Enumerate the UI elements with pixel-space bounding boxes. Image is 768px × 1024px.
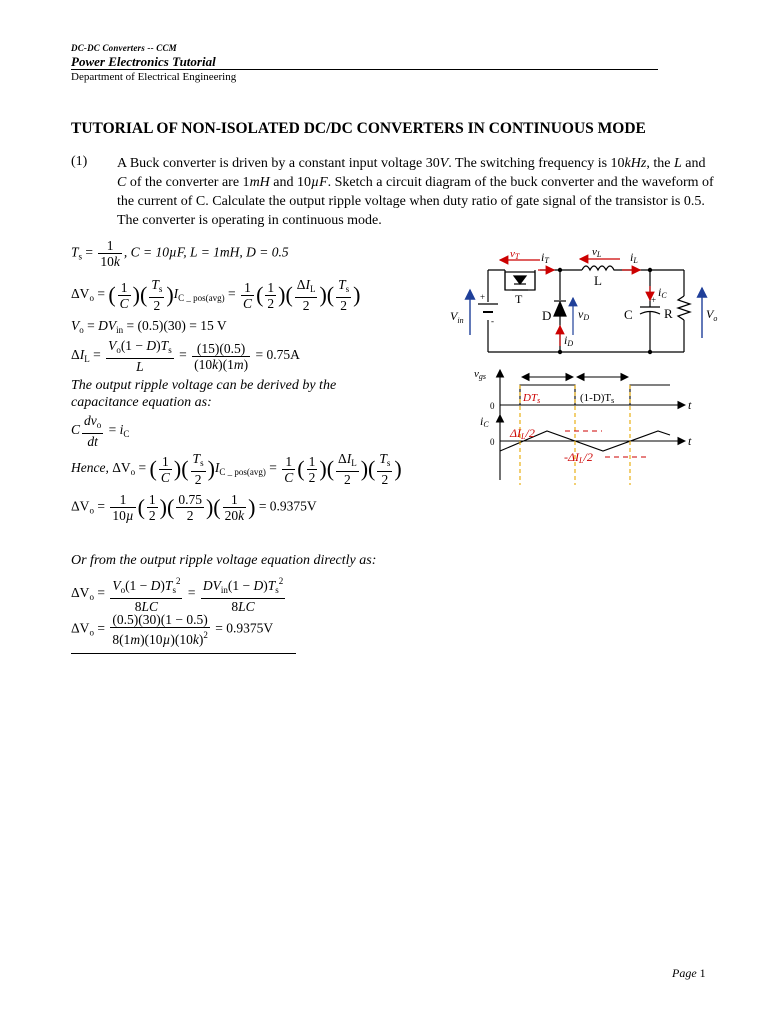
svg-text:Vin: $V_{in}$ bbox=[450, 309, 464, 325]
svg-text:iC: iC bbox=[480, 414, 489, 429]
eq-ripple-numeric-1: $\Delta V_o$ = $\frac{1}{\text{10µ}}$ ( $\frac{1}{2}$ )( $\frac{0.75}{2}$ )( $\frac{1}{20k}$ ) = 0.9375V bbox=[71, 492, 317, 523]
svg-text:+: + bbox=[480, 292, 486, 302]
question-text: A Buck converter is driven by a constant input voltage 30V. The switching frequency is 10kHz, the L and C of the converter are 1mH and 10µF. Sketch a circuit diagram of the buck converter and the waveform of the current of C. Calculate the output ripple voltage when duty ratio of gate signal of the transistor is 0.5. The converter is operating in continuous mode. bbox=[117, 156, 714, 228]
eq-ripple-numeric-2: $\Delta V_o$ = $\frac{(0.5)(30)(1 - 0.5)}{8(1m)(10\mu)(10k)^2}$ = 0.9375V bbox=[71, 612, 274, 647]
svg-text:t: t bbox=[688, 434, 692, 448]
diode-icon bbox=[554, 302, 566, 316]
svg-text:(1-D)Ts: (1-D)Ts bbox=[580, 392, 615, 405]
prose-direct: Or from the output ripple voltage equation directly as: bbox=[71, 553, 377, 568]
eq-given: $T_s$ = $\frac{1}{10k}$ , C = 10µF, L = 1mH, D = 0.5 bbox=[71, 238, 289, 269]
svg-text:ΔIL/2: ΔIL/2 bbox=[510, 426, 535, 441]
prose-capacitance-a: The output ripple voltage can be derived by the bbox=[71, 378, 337, 393]
header-rule bbox=[71, 69, 658, 70]
svg-text:C: C bbox=[624, 307, 633, 322]
svg-text:T: T bbox=[515, 292, 523, 306]
department: Department of Electrical Engineering bbox=[71, 71, 237, 83]
svg-text:L: L bbox=[594, 273, 602, 288]
eq-ripple-general: $\Delta V_o$ = ( $\frac{1}{C}$ )( $\frac{T_s}{2}$ )$I_{C \_ pos(avg)}$ = $\frac{1}{C}$ ( $\frac{1}{2}$ )( $\frac{\Delta I_L}{2}$ )( $\frac{T_s}{2}$ ) bbox=[71, 277, 361, 313]
svg-text:t: t bbox=[688, 398, 692, 412]
svg-text:0: 0 bbox=[490, 401, 495, 411]
page-number: Page 1 bbox=[672, 966, 706, 980]
course-tag: DC-DC Converters -- CCM bbox=[71, 43, 177, 53]
svg-text:-: - bbox=[491, 316, 494, 326]
eq-delta-il: $\Delta I_L$ = $\frac{V_o(1 - D)T_s}{L}$ = $\frac{(15)(0.5)}{(10k)(1m)}$ = 0.75A bbox=[71, 338, 300, 374]
eq-vo: $V_o = DV_{in} = (0.5)(30) = 15$ V bbox=[71, 318, 227, 335]
svg-text:0: 0 bbox=[490, 437, 495, 447]
prose-capacitance-b: capacitance equation as: bbox=[71, 395, 212, 410]
answer-rule bbox=[71, 653, 296, 654]
buck-converter-circuit bbox=[440, 240, 730, 380]
svg-text:iC: iC bbox=[658, 285, 667, 300]
svg-text:DTs: DTs bbox=[523, 392, 541, 405]
svg-text:vT: vT bbox=[510, 248, 520, 261]
svg-text:iT: iT bbox=[541, 250, 549, 265]
course-title: Power Electronics Tutorial bbox=[71, 54, 216, 69]
waveform-diagram bbox=[470, 365, 710, 490]
transistor-diode-icon bbox=[514, 276, 526, 284]
inductor-icon bbox=[582, 266, 618, 270]
svg-text:D: D bbox=[542, 308, 552, 323]
svg-text:-ΔIL/2: -ΔIL/2 bbox=[564, 450, 593, 465]
svg-text:vL: vL bbox=[592, 246, 602, 259]
eq-capacitance: C $\frac{dv_o}{dt}$ = $i_C$ bbox=[71, 413, 130, 449]
eq-ripple-direct: $\Delta V_o$ = $\frac{V_o(1 - D)T_s^2}{8LC}$ = $\frac{DV_{in}(1 - D)T_s^2}{8LC}$ bbox=[71, 576, 284, 614]
svg-text:vD: vD bbox=[578, 307, 590, 322]
svg-text:iL: iL bbox=[630, 250, 638, 265]
svg-text:vgs: vgs bbox=[474, 368, 487, 381]
question-number: (1) bbox=[71, 154, 88, 169]
svg-text:iD: iD bbox=[564, 333, 574, 348]
eq-hence: Hence, $\Delta V_o$ = ( $\frac{1}{C}$ )( $\frac{T_s}{2}$ )$I_{C \_ pos(avg)}$ = $\frac{1}{C}$ ( $\frac{1}{2}$ )( $\frac{\Delta I_L}{2}$ )( $\frac{T_s}{2}$ ) bbox=[71, 451, 402, 487]
svg-text:Vo: $V_o$ bbox=[706, 307, 718, 323]
svg-text:+: + bbox=[651, 295, 657, 305]
svg-text:R: R bbox=[664, 306, 673, 321]
resistor-icon bbox=[678, 296, 690, 320]
document-title: TUTORIAL OF NON-ISOLATED DC/DC CONVERTERS IN CONTINUOUS MODE bbox=[71, 120, 646, 137]
